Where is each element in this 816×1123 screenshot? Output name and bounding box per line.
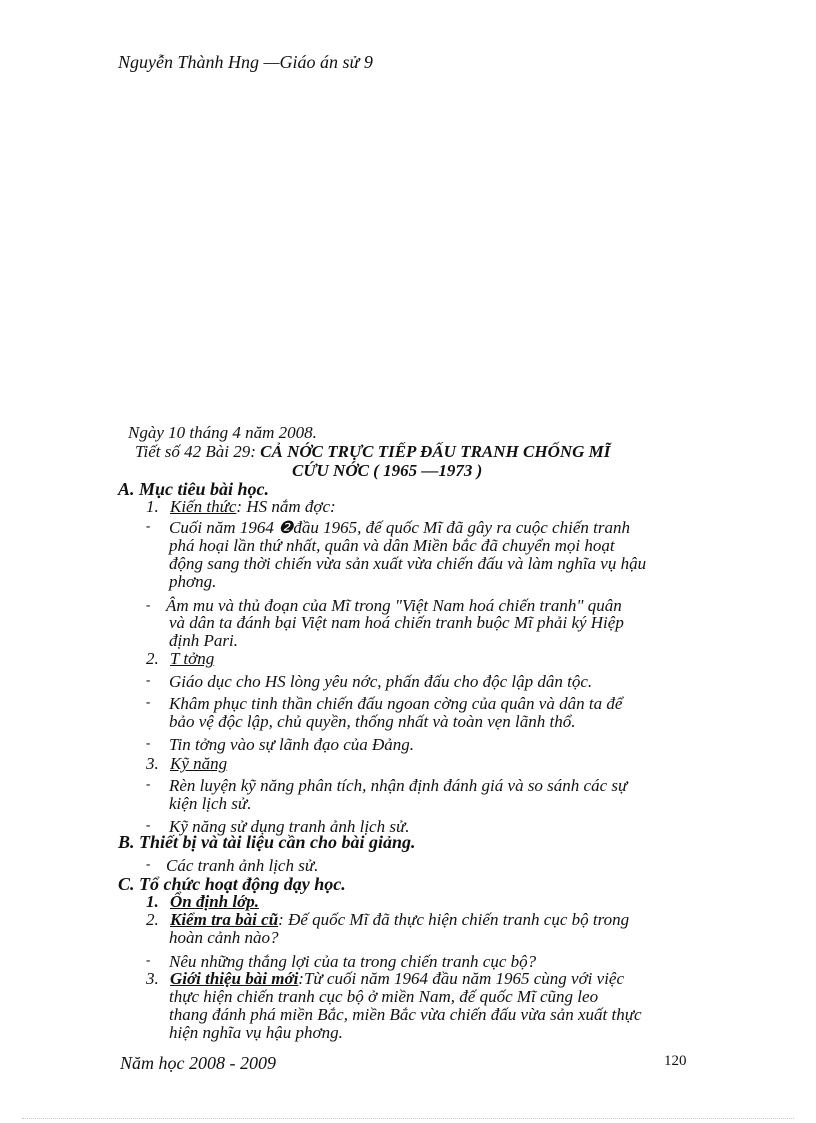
a1-bullet-1-line-1: Cuối năm 1964 ❷đầu 1965, đế quốc Mĩ đã gây ra cuộc chiến tranh: [169, 518, 630, 537]
bullet-dash-icon: -: [146, 597, 151, 612]
a1-bullet-2-line-2: và dân ta đánh bại Việt nam hoá chiến tranh buộc Mĩ phải ký Hiệp: [169, 613, 624, 632]
c1-number: 1.: [146, 892, 159, 911]
a2-label: T tởng: [170, 649, 215, 668]
page-bottom-divider: [22, 1118, 794, 1119]
lesson-title-prefix: Tiết số 42 Bài 29:: [135, 442, 261, 461]
a1-bullet-2-line-1: Âm mu và thủ đoạn của Mĩ trong "Việt Nam hoá chiến tranh" quân: [166, 596, 622, 615]
c2-rest: : Đế quốc Mĩ đã thực hiện chiến tranh cục bộ trong: [278, 910, 630, 929]
c2-label: Kiểm tra bài cũ: [170, 910, 279, 929]
bullet-dash-icon: -: [146, 817, 151, 832]
c1-heading: [146, 893, 259, 910]
c3-line-3: thang đánh phá miền Bắc, miền Bắc vừa chiến đấu vừa sản xuất thực: [169, 1005, 642, 1024]
c2-bullet-1: Nêu những thắng lợi của ta trong chiến tranh cục bộ?: [169, 952, 537, 971]
a3-label: Kỹ năng: [170, 754, 228, 773]
c3-rest: :Từ cuối năm 1964 đầu năm 1965 cùng với việc: [298, 969, 625, 988]
a1-bullet-1-line-2: phá hoại lần thứ nhất, quân và dân Miền bắc đã chuyển mọi hoạt: [169, 536, 615, 555]
a1-number: 1.: [146, 497, 159, 516]
bullet-dash-icon: -: [146, 672, 151, 687]
c3-line-4: hiện nghĩa vụ hậu phơng.: [169, 1023, 343, 1042]
bullet-dash-icon: -: [146, 735, 151, 750]
a3-heading: [146, 755, 227, 772]
a1-bullet-2-line-3: định Pari.: [169, 631, 238, 650]
a2-bullet-1: Giáo dục cho HS lòng yêu nớc, phấn đấu cho độc lập dân tộc.: [169, 672, 593, 691]
a3-bullet-1-line-2: kiện lịch sử.: [169, 794, 252, 813]
a3-bullet-2: Kỹ năng sử dụng tranh ảnh lịch sử.: [169, 817, 410, 836]
bullet-dash-icon: -: [146, 776, 151, 791]
a3-bullet-1-line-1: Rèn luyện kỹ năng phân tích, nhận định đánh giá và so sánh các sự: [169, 776, 628, 795]
section-a-heading: A. Mục tiêu bài học.: [118, 479, 270, 499]
a1-rest: : HS nắm đợc:: [236, 497, 336, 516]
b-bullet-1: Các tranh ảnh lịch sử.: [166, 856, 319, 875]
bullet-dash-icon: -: [146, 694, 151, 709]
c2-number: 2.: [146, 910, 159, 929]
a1-bullet-1-line-4: phơng.: [169, 572, 217, 591]
c2-line-2: hoàn cảnh nào?: [169, 928, 279, 947]
bullet-dash-icon: -: [146, 518, 151, 533]
a2-bullet-2-line-2: bảo vệ độc lập, chủ quyền, thống nhất và toàn vẹn lãnh thổ.: [169, 712, 576, 731]
c2-heading: [146, 911, 629, 928]
a2-bullet-2-line-1: Khâm phục tinh thần chiến đấu ngoan cờng của quân và dân ta để: [169, 694, 623, 713]
bullet-dash-icon: -: [146, 952, 151, 967]
section-c-heading: C. Tổ chức hoạt động dạy học.: [118, 874, 346, 894]
c3-line-2: thực hiện chiến tranh cục bộ ở miền Nam, đế quốc Mĩ cũng leo: [169, 987, 599, 1006]
lesson-title-main: CẢ NỚC TRỰC TIẾP ĐẤU TRANH CHỐNG MĨ: [260, 442, 611, 461]
a2-heading: [146, 650, 214, 667]
page-footer-year: Năm học 2008 - 2009: [120, 1053, 276, 1073]
lesson-title: [135, 443, 610, 460]
a3-number: 3.: [146, 754, 159, 773]
a2-number: 2.: [146, 649, 159, 668]
a1-heading: [146, 498, 336, 515]
c3-number: 3.: [146, 969, 159, 988]
page-header: Nguyễn Thành Hng —Giáo án sử 9: [118, 52, 373, 72]
page-number: 120: [664, 1053, 687, 1069]
a2-bullet-3: Tin tởng vào sự lãnh đạo của Đảng.: [169, 735, 415, 754]
section-b-heading: B. Thiết bị và tài liệu cần cho bài giảng.: [118, 832, 416, 852]
c3-label: Giới thiệu bài mới: [170, 969, 299, 988]
lesson-title-line2: CỨU NỚC ( 1965 —1973 ): [292, 461, 483, 480]
c1-label: Ổn định lớp.: [170, 892, 259, 911]
bullet-dash-icon: -: [146, 856, 151, 871]
lesson-date: Ngày 10 tháng 4 năm 2008.: [128, 423, 317, 442]
c3-heading: [146, 970, 624, 987]
a1-label: Kiến thức: [170, 497, 237, 516]
a1-bullet-1-line-3: động sang thời chiến vừa sản xuất vừa chiến đấu và làm nghĩa vụ hậu: [169, 554, 647, 573]
